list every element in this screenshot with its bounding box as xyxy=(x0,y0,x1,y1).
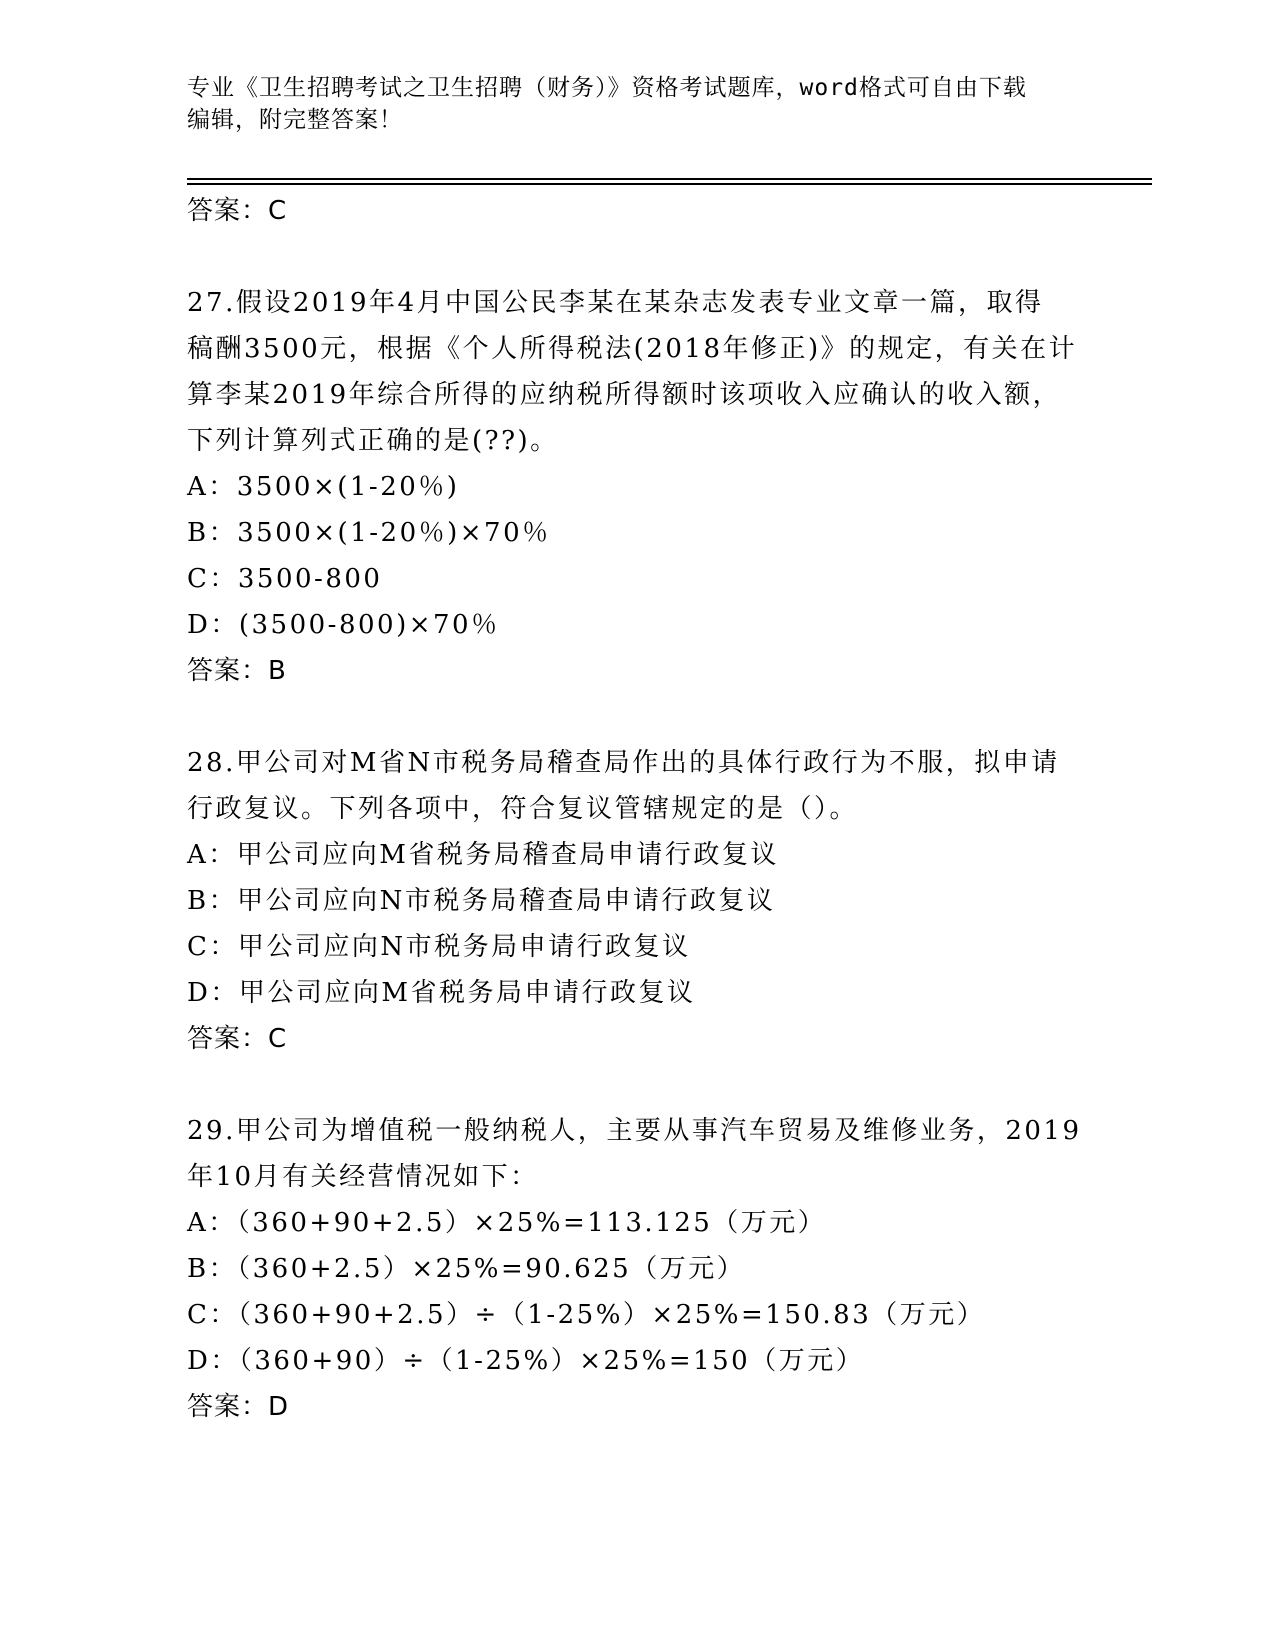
option-a: A：3500×(1-20％) xyxy=(187,472,460,502)
answer-line: 答案：C xyxy=(187,1024,288,1054)
question-28 xyxy=(187,740,1087,1062)
question-stem-line: 27.假设2019年4月中国公民李某在某杂志发表专业文章一篇，取得 xyxy=(187,288,1044,318)
answer-line-26: 答案：C xyxy=(187,196,288,226)
header-line-1: 专业《卫生招聘考试之卫生招聘（财务）》资格考试题库，word格式可自由下载 xyxy=(187,75,1027,101)
header-line-2: 编辑，附完整答案！ xyxy=(187,107,403,133)
option-a: A：甲公司应向M省税务局稽查局申请行政复议 xyxy=(187,840,779,870)
option-d: D：(3500-800)×70％ xyxy=(187,610,500,640)
option-c: C：（360+90+2.5）÷（1-25%）×25%=150.83（万元） xyxy=(187,1300,986,1330)
question-stem-line: 算李某2019年综合所得的应纳税所得额时该项收入应确认的收入额， xyxy=(187,380,1062,410)
option-b: B：3500×(1-20％)×70％ xyxy=(187,518,551,548)
option-d: D：（360+90）÷（1-25%）×25%=150（万元） xyxy=(187,1346,865,1376)
question-stem-line: 行政复议。下列各项中，符合复议管辖规定的是（）。 xyxy=(187,794,859,824)
question-stem-line: 下列计算列式正确的是(??)。 xyxy=(187,426,559,456)
option-b: B：甲公司应向N市税务局稽查局申请行政复议 xyxy=(187,886,776,916)
option-c: C：甲公司应向N市税务局申请行政复议 xyxy=(187,932,691,962)
question-27 xyxy=(187,280,1087,694)
option-a: A：（360+90+2.5）×25%=113.125（万元） xyxy=(187,1208,827,1238)
question-stem-line: 稿酬3500元，根据《个人所得税法(2018年修正)》的规定，有关在计 xyxy=(187,334,1078,364)
option-b: B：（360+2.5）×25%=90.625（万元） xyxy=(187,1254,746,1284)
document-header xyxy=(187,72,1087,136)
question-stem-line: 29.甲公司为增值税一般纳税人，主要从事汽车贸易及维修业务，2019 xyxy=(187,1116,1082,1146)
question-stem-line: 年10月有关经营情况如下： xyxy=(187,1162,539,1192)
spacer xyxy=(187,1062,1087,1108)
question-29 xyxy=(187,1108,1087,1430)
answer-line: 答案：D xyxy=(187,1392,290,1422)
spacer xyxy=(187,234,1087,280)
question-stem-line: 28.甲公司对M省N市税务局稽查局作出的具体行政行为不服，拟申请 xyxy=(187,748,1060,778)
header-divider-bottom xyxy=(187,183,1152,185)
option-d: D：甲公司应向M省税务局申请行政复议 xyxy=(187,978,696,1008)
spacer xyxy=(187,694,1087,740)
question-list xyxy=(187,188,1087,1430)
answer-line: 答案：B xyxy=(187,656,287,686)
header-divider-top xyxy=(187,178,1152,180)
option-c: C：3500-800 xyxy=(187,564,383,594)
